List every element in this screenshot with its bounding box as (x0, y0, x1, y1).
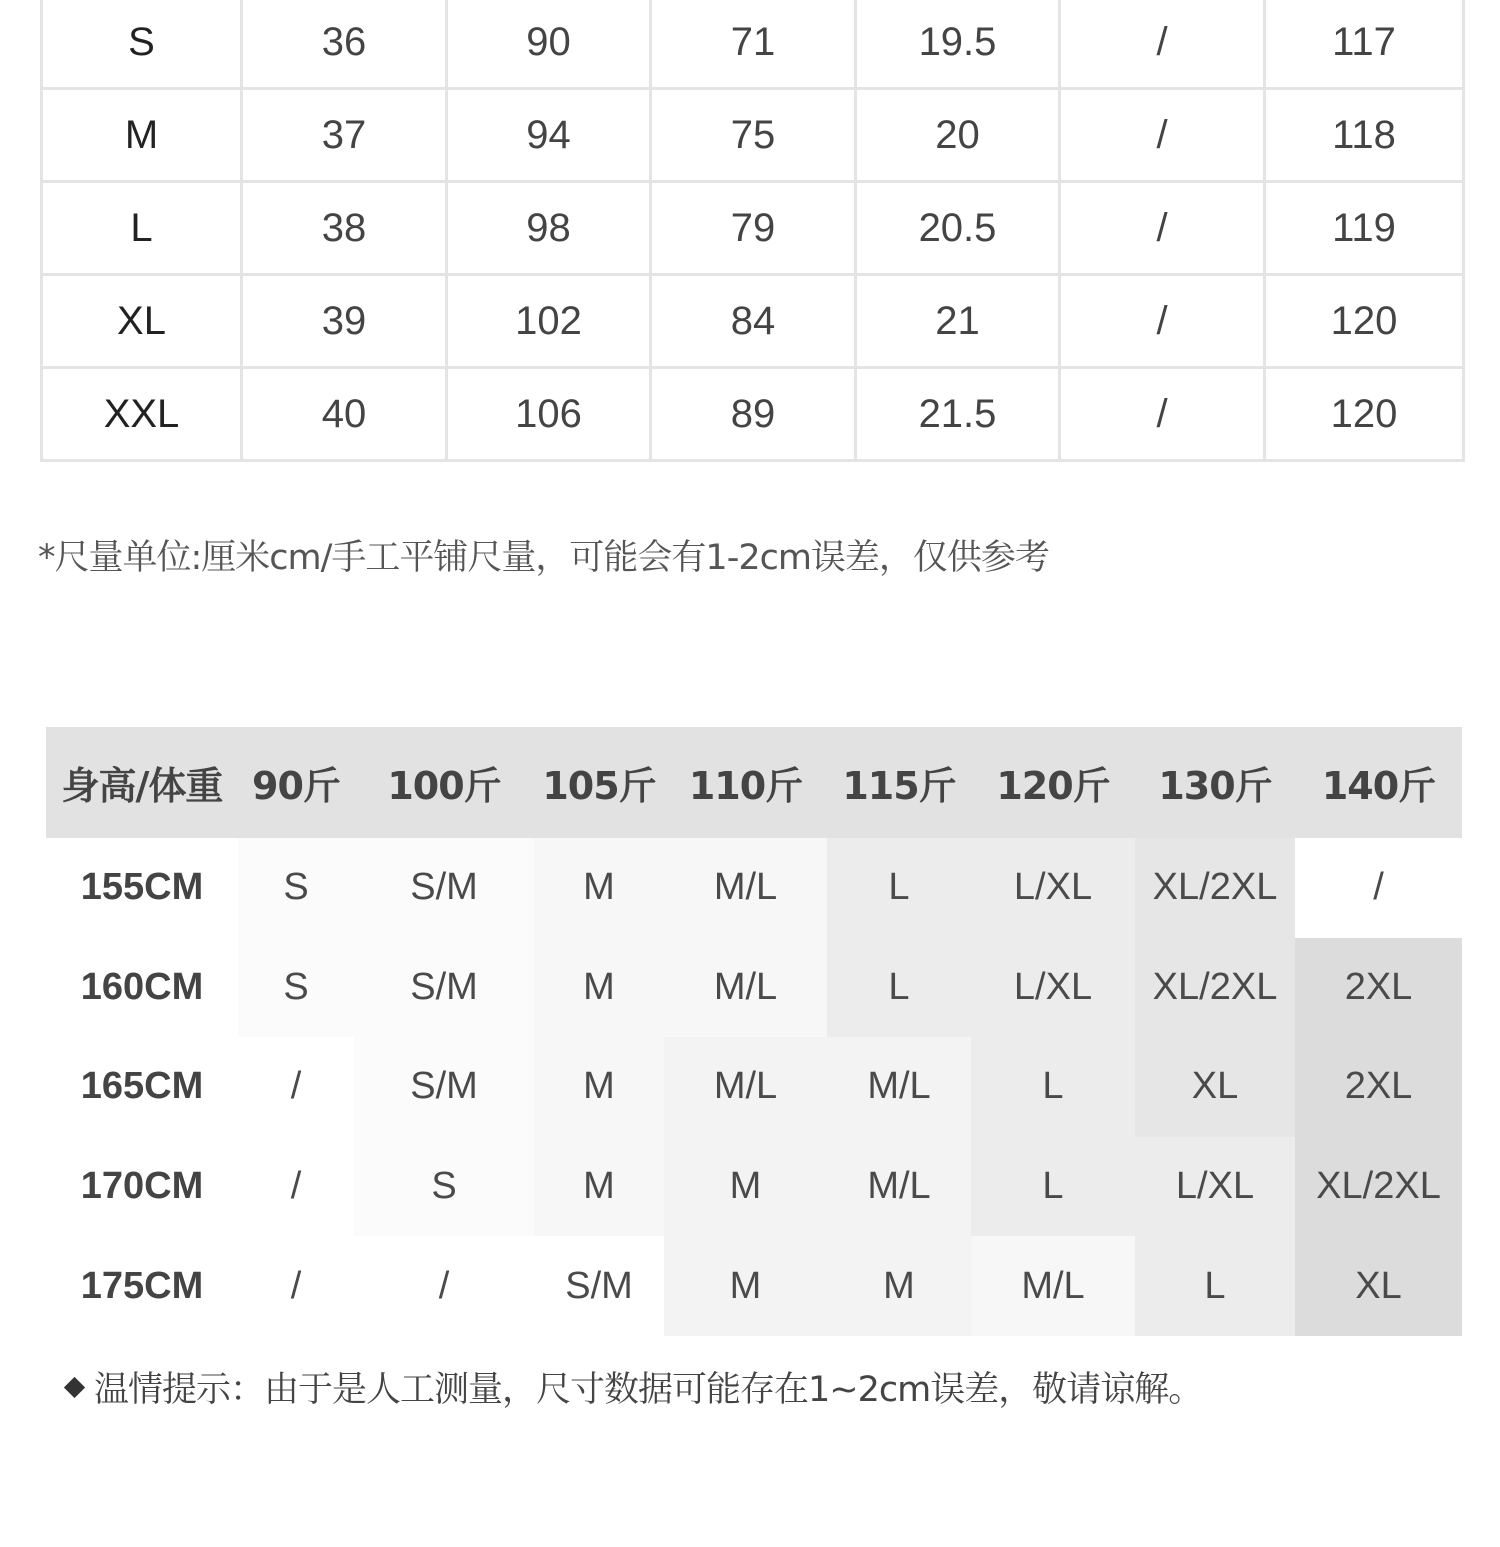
recommendation-row (46, 938, 1462, 1038)
measurement-row (42, 182, 1464, 275)
measurement-cell: 120 (1265, 275, 1464, 368)
size-label-cell: XXL (42, 368, 242, 461)
measurement-cell: / (1060, 89, 1265, 182)
recommended-size-cell: XL/2XL (1295, 1137, 1462, 1237)
recommended-size-cell: M/L (827, 1037, 971, 1137)
recommended-size-cell: L/XL (971, 938, 1135, 1038)
recommendation-header-row (46, 727, 1462, 838)
measurement-cell: 118 (1265, 89, 1464, 182)
recommended-size-cell: M/L (664, 838, 827, 938)
recommended-size-cell: M (664, 1137, 827, 1237)
measurement-cell: 21.5 (856, 368, 1060, 461)
measurement-cell: 119 (1265, 182, 1464, 275)
measurement-row (42, 368, 1464, 461)
recommended-size-cell: M (827, 1236, 971, 1336)
tip-line (62, 1362, 1202, 1412)
recommended-size-cell: S/M (354, 1037, 534, 1137)
recommended-size-cell: L (827, 938, 971, 1038)
height-label: 170CM (80, 1165, 204, 1208)
recommended-size-cell: L (971, 1037, 1135, 1137)
recommendation-row (46, 1037, 1462, 1137)
recommended-size-cell: L/XL (971, 838, 1135, 938)
measurement-note: *尺量单位:厘米cm/手工平铺尺量，可能会有1-2cm误差，仅供参考 (38, 538, 1049, 578)
recommendation-row (46, 1236, 1462, 1336)
height-label: 165CM (80, 1065, 204, 1108)
height-label: 160CM (80, 965, 204, 1008)
measurement-row (42, 89, 1464, 182)
size-label-cell: L (42, 182, 242, 275)
size-label-cell: S (42, 0, 242, 89)
measurement-cell: 19.5 (856, 0, 1060, 89)
size-recommendation-table (46, 727, 1462, 1336)
size-label-cell: M (42, 89, 242, 182)
weight-header: 105斤 (534, 727, 664, 838)
recommended-size-cell: M/L (664, 938, 827, 1038)
recommended-size-cell: 2XL (1295, 938, 1462, 1038)
recommended-size-cell: M (534, 1137, 664, 1237)
recommended-size-cell: M (534, 838, 664, 938)
measurement-cell: 120 (1265, 368, 1464, 461)
measurement-cell: 39 (242, 275, 447, 368)
measurement-cell: 90 (447, 0, 651, 89)
tip-text: 温情提示：由于是人工测量，尺寸数据可能存在1~2cm误差，敬请谅解。 (94, 1370, 1203, 1410)
recommended-size-cell: M (534, 1037, 664, 1137)
recommended-size-cell: XL (1135, 1037, 1295, 1137)
recommended-size-cell: L (1135, 1236, 1295, 1336)
measurement-cell: 79 (651, 182, 856, 275)
measurement-cell: 75 (651, 89, 856, 182)
recommended-size-cell: S/M (354, 938, 534, 1038)
diamond-bullet-icon (64, 1376, 85, 1397)
recommended-size-cell: M (664, 1236, 827, 1336)
weight-header: 100斤 (354, 727, 534, 838)
recommended-size-cell: / (238, 1137, 354, 1237)
recommended-size-cell: M/L (971, 1236, 1135, 1336)
measurement-cell: 89 (651, 368, 856, 461)
recommendation-row (46, 838, 1462, 938)
recommended-size-cell: S (238, 838, 354, 938)
weight-header: 90斤 (238, 727, 354, 838)
measurement-cell: / (1060, 0, 1265, 89)
measurement-cell: / (1060, 368, 1265, 461)
recommended-size-cell: M/L (664, 1037, 827, 1137)
measurement-cell: / (1060, 182, 1265, 275)
measurement-cell: 106 (447, 368, 651, 461)
recommended-size-cell: L/XL (1135, 1137, 1295, 1237)
recommended-size-cell: M (534, 938, 664, 1038)
weight-header: 110斤 (664, 727, 827, 838)
recommended-size-cell: / (238, 1037, 354, 1137)
recommended-size-cell: M/L (827, 1137, 971, 1237)
weight-header: 140斤 (1295, 727, 1462, 838)
measurement-cell: 38 (242, 182, 447, 275)
height-weight-header: 身高/体重 (46, 727, 238, 838)
measurement-cell: 37 (242, 89, 447, 182)
measurement-cell: 98 (447, 182, 651, 275)
height-label: 155CM (80, 866, 204, 909)
measurement-cell: 102 (447, 275, 651, 368)
measurement-cell: 84 (651, 275, 856, 368)
measurement-cell: / (1060, 275, 1265, 368)
measurement-cell: 117 (1265, 0, 1464, 89)
recommended-size-cell: 2XL (1295, 1037, 1462, 1137)
measurement-row (42, 0, 1464, 89)
size-measurement-table (40, 0, 1465, 462)
recommended-size-cell: / (238, 1236, 354, 1336)
measurement-row (42, 275, 1464, 368)
measurement-cell: 36 (242, 0, 447, 89)
recommended-size-cell: S (354, 1137, 534, 1237)
measurement-cell: 71 (651, 0, 856, 89)
recommended-size-cell: / (1295, 838, 1462, 938)
size-label-cell: XL (42, 275, 242, 368)
recommended-size-cell: S/M (534, 1236, 664, 1336)
recommended-size-cell: XL/2XL (1135, 838, 1295, 938)
recommended-size-cell: L (971, 1137, 1135, 1237)
recommended-size-cell: XL (1295, 1236, 1462, 1336)
weight-header: 120斤 (971, 727, 1135, 838)
recommended-size-cell: XL/2XL (1135, 938, 1295, 1038)
recommendation-row (46, 1137, 1462, 1237)
recommended-size-cell: L (827, 838, 971, 938)
measurement-cell: 20.5 (856, 182, 1060, 275)
recommended-size-cell: S/M (354, 838, 534, 938)
height-label: 175CM (80, 1264, 204, 1307)
measurement-cell: 40 (242, 368, 447, 461)
recommended-size-cell: S (238, 938, 354, 1038)
weight-header: 115斤 (827, 727, 971, 838)
weight-header: 130斤 (1135, 727, 1295, 838)
measurement-cell: 94 (447, 89, 651, 182)
measurement-cell: 21 (856, 275, 1060, 368)
recommended-size-cell: / (354, 1236, 534, 1336)
measurement-cell: 20 (856, 89, 1060, 182)
